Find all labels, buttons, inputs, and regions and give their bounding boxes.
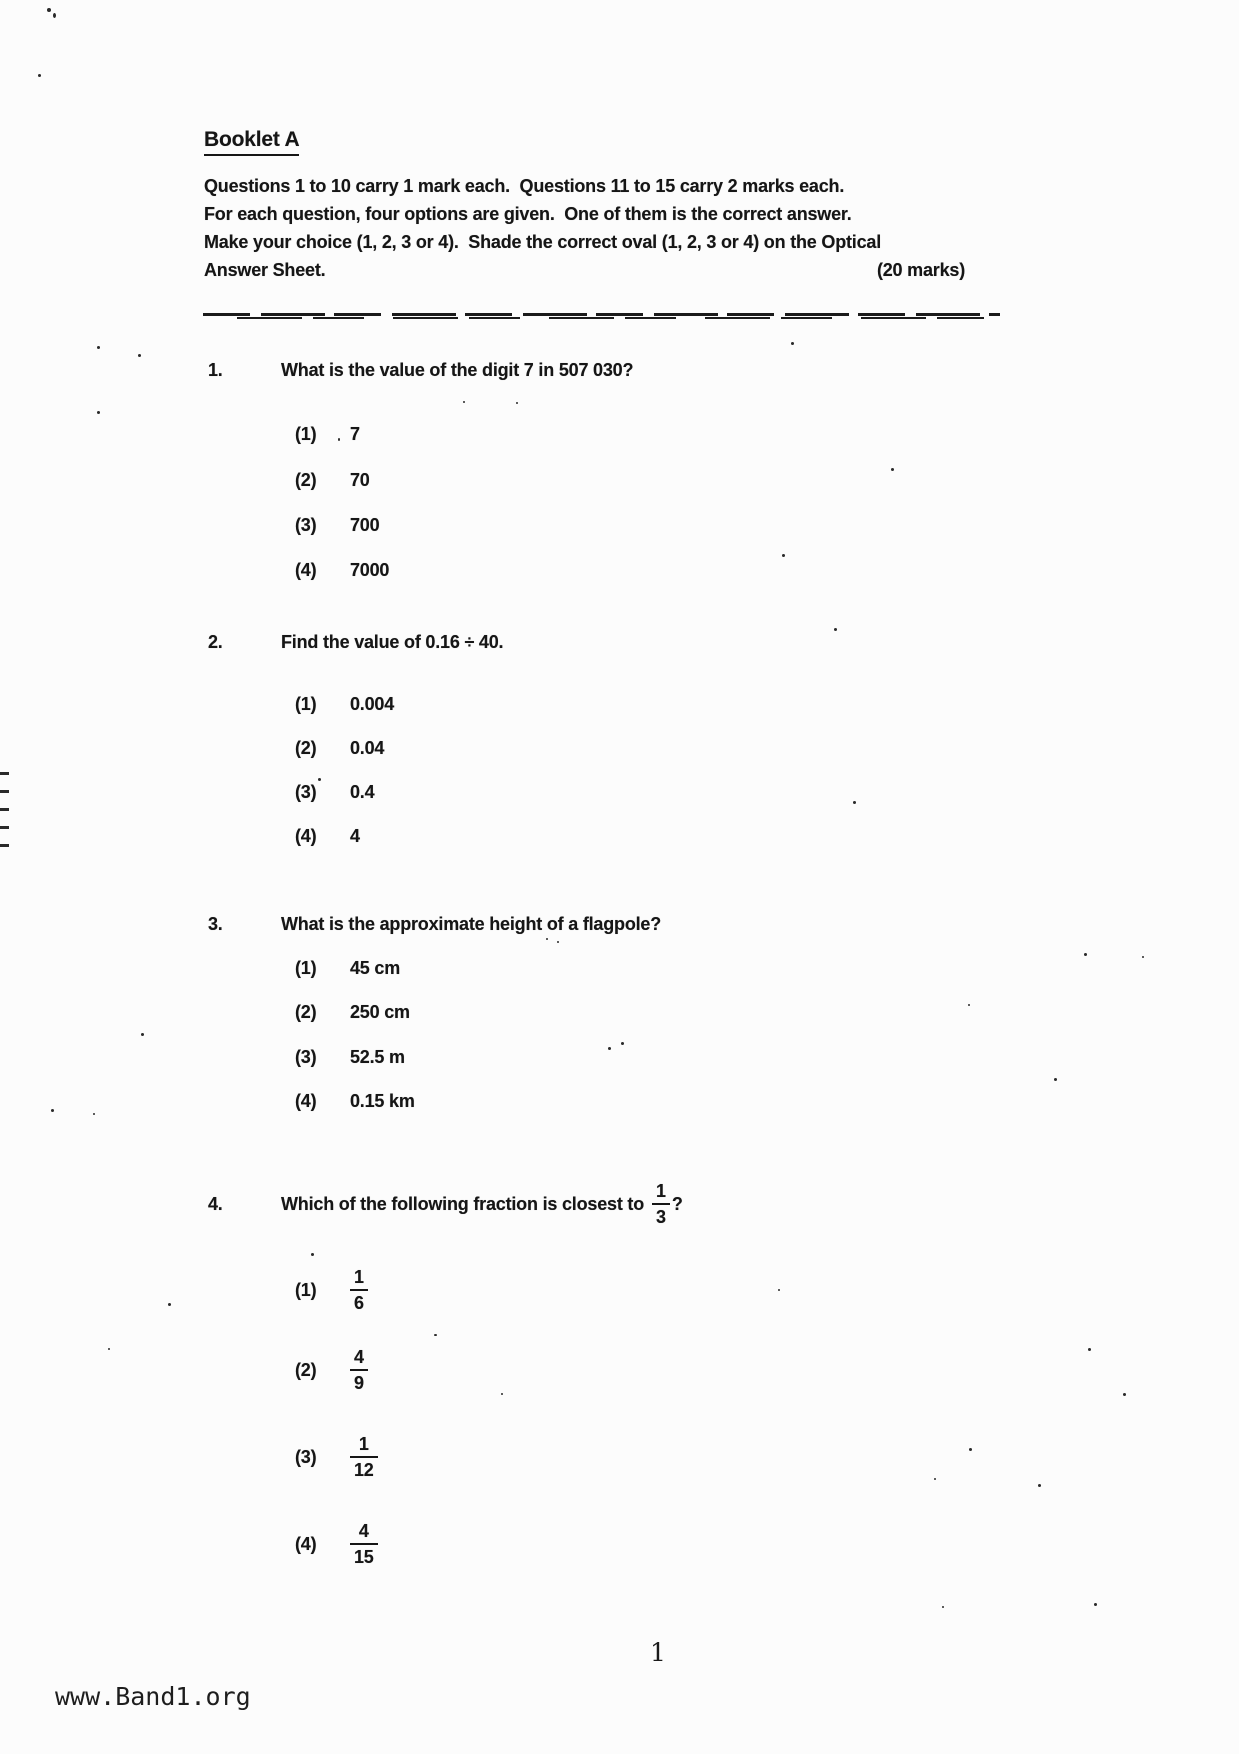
- scan-speckle: [791, 342, 794, 345]
- question-number: 2.: [208, 632, 223, 652]
- option-value: 52.5 m: [350, 1047, 405, 1067]
- instruction-line: For each question, four options are given. One of them is the correct answer.: [204, 204, 852, 224]
- scan-speckle: [934, 1478, 936, 1480]
- question-1-option-3: [295, 515, 379, 536]
- scan-speckle: [516, 402, 518, 404]
- fraction-denominator: 12: [350, 1456, 378, 1480]
- separator-line: [203, 313, 1000, 316]
- scan-speckle: [942, 1606, 944, 1608]
- website-watermark: www.Band1.org: [55, 1682, 251, 1711]
- option-label: (4): [295, 826, 317, 846]
- option-label: (4): [295, 1533, 317, 1554]
- scan-speckle: [434, 1334, 437, 1336]
- option-label: (4): [295, 1091, 317, 1111]
- scan-speckle: [168, 1303, 171, 1306]
- option-label: (2): [295, 1002, 317, 1022]
- scan-speckle: [51, 1109, 54, 1112]
- scan-speckle: [47, 8, 51, 12]
- option-label: (2): [295, 470, 317, 490]
- fraction-denominator: 15: [350, 1543, 378, 1567]
- option-value: 250 cm: [350, 1002, 410, 1022]
- scan-edge-mark: [0, 808, 9, 811]
- question-1-option-4: [295, 560, 389, 581]
- scan-speckle: [968, 1004, 970, 1006]
- scan-speckle: [1142, 956, 1144, 958]
- option-label: (1): [295, 424, 317, 444]
- instruction-line: Questions 1 to 10 carry 1 mark each. Questions 11 to 15 carry 2 marks each.: [204, 176, 845, 196]
- option-fraction: [350, 1521, 378, 1567]
- page-number: 1: [650, 1638, 666, 1667]
- question-4-option-4: [295, 1512, 378, 1576]
- fraction-numerator: 4: [354, 1347, 364, 1367]
- scan-speckle: [834, 628, 837, 631]
- scan-speckle: [1123, 1393, 1126, 1396]
- scan-edge-mark: [0, 826, 9, 829]
- question-2-option-4: [295, 826, 360, 847]
- fraction-denominator: 9: [350, 1369, 368, 1393]
- scan-speckle: [463, 401, 465, 403]
- option-label: (4): [295, 560, 317, 580]
- question-1-option-2: [295, 470, 370, 491]
- scan-speckle: [108, 1348, 110, 1350]
- question-3-option-2: [295, 1002, 410, 1023]
- option-value: 0.4: [350, 782, 375, 802]
- option-label: (3): [295, 515, 317, 535]
- scan-speckle: [1094, 1603, 1097, 1606]
- question-text: What is the approximate height of a flagpole?: [281, 914, 662, 934]
- scan-speckle: [138, 354, 141, 357]
- option-value: 4: [350, 826, 360, 846]
- question-4-option-3: [295, 1425, 378, 1489]
- fraction-denominator: 6: [350, 1289, 368, 1313]
- question-3-option-3: [295, 1047, 405, 1068]
- scan-speckle: [969, 1448, 972, 1451]
- scan-speckle: [501, 1393, 503, 1395]
- option-label: (3): [295, 1047, 317, 1067]
- option-label: (1): [295, 958, 317, 978]
- question-3-option-4: [295, 1091, 415, 1112]
- scan-speckle: [318, 778, 321, 781]
- question-3-option-1: [295, 958, 400, 979]
- option-label: (1): [295, 694, 317, 714]
- scan-speckle: [778, 1289, 780, 1291]
- scan-edge-mark: [0, 844, 9, 847]
- scan-speckle: [38, 74, 41, 77]
- option-value: 0.15 km: [350, 1091, 415, 1111]
- option-value: 0.04: [350, 738, 385, 758]
- option-value: 70: [350, 470, 370, 490]
- option-label: (2): [295, 738, 317, 758]
- separator-line: [214, 317, 984, 319]
- option-value: 0.004: [350, 694, 395, 714]
- scan-speckle: [853, 801, 856, 804]
- question-2-option-1: [295, 694, 394, 715]
- option-value: 7000: [350, 560, 390, 580]
- question-number: 1.: [208, 360, 223, 380]
- total-marks-label: (20 marks): [876, 260, 965, 280]
- fraction-numerator: 1: [354, 1267, 364, 1287]
- scan-speckle: [1038, 1484, 1041, 1487]
- scan-speckle: [93, 1113, 95, 1115]
- scan-speckle: [97, 411, 100, 414]
- scan-edge-mark: [0, 772, 9, 775]
- question-3: [208, 914, 661, 935]
- option-fraction: [350, 1434, 378, 1480]
- scan-speckle: [891, 468, 894, 471]
- fraction-denominator: 3: [652, 1203, 670, 1227]
- question-text-suffix: ?: [671, 1193, 683, 1214]
- question-4: [208, 1172, 683, 1236]
- scan-speckle: [1054, 1078, 1057, 1081]
- scan-speckle: [782, 554, 785, 557]
- scan-speckle: [621, 1042, 624, 1045]
- question-text: Which of the following fraction is closest to: [281, 1193, 645, 1214]
- scan-speckle: [338, 438, 340, 441]
- target-fraction: [652, 1181, 670, 1227]
- fraction-numerator: 1: [358, 1434, 369, 1454]
- scan-speckle: [53, 13, 56, 18]
- question-1: [208, 360, 633, 381]
- fraction-numerator: 4: [358, 1521, 369, 1541]
- scan-speckle: [1088, 1348, 1091, 1351]
- option-value: 45 cm: [350, 958, 401, 978]
- scan-speckle: [608, 1047, 611, 1050]
- scan-speckle: [311, 1253, 314, 1256]
- question-number: 4.: [208, 1193, 223, 1214]
- option-label: (1): [295, 1279, 317, 1300]
- question-2-option-2: [295, 738, 384, 759]
- question-number: 3.: [208, 914, 223, 934]
- option-fraction: [350, 1267, 368, 1313]
- instruction-line: Answer Sheet.: [204, 260, 326, 280]
- scan-speckle: [546, 938, 548, 940]
- option-label: (3): [295, 782, 317, 802]
- question-4-option-1: [295, 1258, 368, 1322]
- question-text: What is the value of the digit 7 in 507 030?: [281, 360, 634, 380]
- question-1-option-1: [295, 424, 360, 445]
- option-value: 7: [350, 424, 360, 444]
- question-text: Find the value of 0.16 ÷ 40.: [281, 632, 504, 652]
- option-fraction: [350, 1347, 368, 1393]
- option-value: 700: [350, 515, 380, 535]
- scan-speckle: [557, 941, 559, 943]
- option-label: (3): [295, 1446, 317, 1467]
- instruction-line: Make your choice (1, 2, 3 or 4). Shade the correct oval (1, 2, 3 or 4) on the Optical: [204, 232, 882, 252]
- booklet-title: Booklet A: [204, 128, 299, 156]
- fraction-numerator: 1: [656, 1181, 666, 1201]
- scan-speckle: [141, 1033, 144, 1036]
- scan-speckle: [1084, 953, 1087, 956]
- question-2-option-3: [295, 782, 374, 803]
- question-2: [208, 632, 503, 653]
- scan-edge-mark: [0, 790, 9, 793]
- scan-speckle: [97, 346, 100, 349]
- question-4-option-2: [295, 1338, 368, 1402]
- instructions-block: [204, 172, 974, 284]
- option-label: (2): [295, 1359, 317, 1380]
